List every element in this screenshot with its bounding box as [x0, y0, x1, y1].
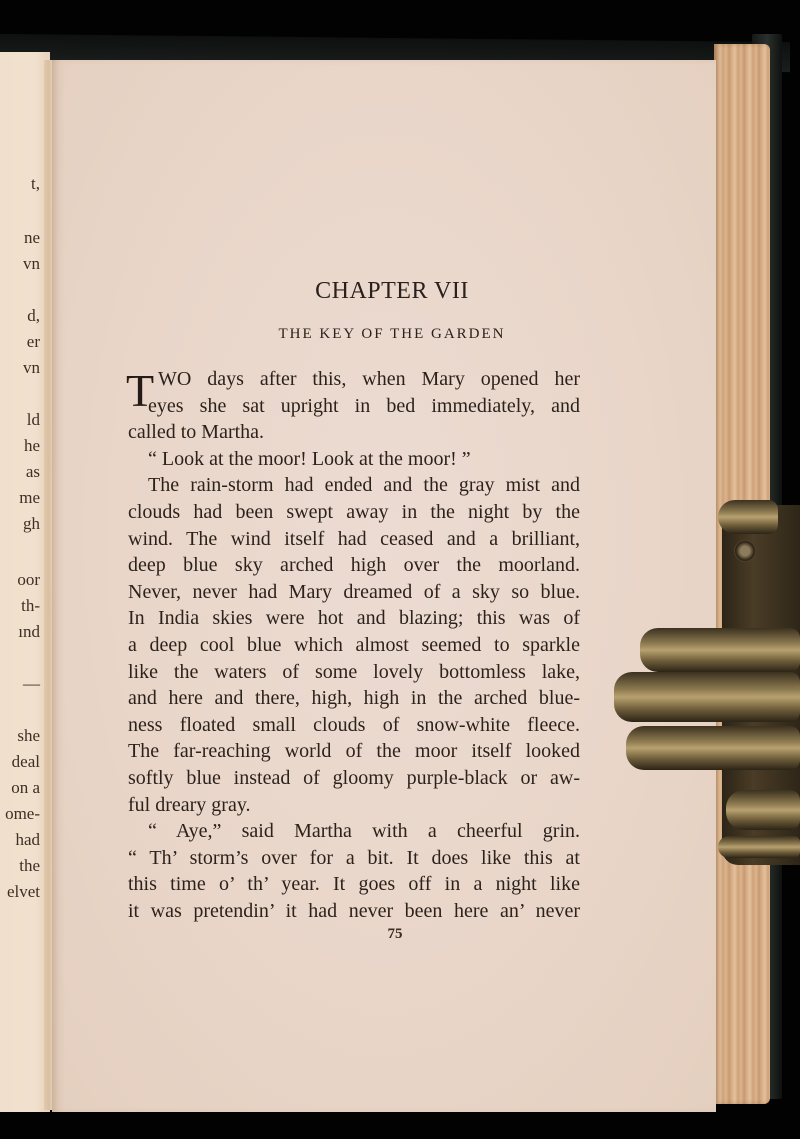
left-page-fragment: th-: [21, 596, 40, 615]
left-page-fragment: the: [19, 856, 40, 875]
left-page-fragment: had: [15, 830, 40, 849]
text-line: Never, never had Mary dreamed of a sky so blue.: [128, 580, 580, 603]
text-line: it was pretendin’ it had never been here an’ never: [128, 899, 580, 922]
left-page-fragment: deal: [11, 752, 40, 771]
left-page-fragment: er: [26, 332, 40, 351]
chapter-title: THE KEY OF THE GARDEN: [278, 326, 506, 342]
left-page-fragment: ınd: [18, 622, 40, 641]
brass-clasp-finger-4: [726, 790, 800, 830]
left-page-fragment: t,: [31, 174, 40, 193]
left-page-fragment: ne: [23, 228, 40, 247]
left-page-fragment: elvet: [6, 882, 40, 901]
text-line: “ Look at the moor! Look at the moor! ”: [148, 447, 471, 470]
clasp-rivet-icon: [734, 540, 756, 562]
text-line: “ Th’ storm’s over for a bit. It does like this at: [128, 846, 580, 869]
chapter-body-text: [128, 366, 580, 924]
left-page-fragment: d,: [27, 306, 40, 325]
left-page-fragment: ld: [26, 410, 40, 429]
left-page-fragment: me: [19, 488, 40, 507]
left-page-fragment: she: [17, 726, 40, 745]
left-page-fragment: oor: [17, 570, 40, 589]
chapter-heading: CHAPTER VII: [315, 278, 469, 304]
page-number: 75: [387, 926, 403, 942]
left-page-fragment: —: [23, 674, 40, 693]
text-line: eyes she sat upright in bed immediately, and: [148, 394, 580, 417]
text-line: “ Aye,” said Martha with a cheerful grin.: [148, 820, 580, 843]
left-page: [0, 52, 50, 1112]
right-page: [52, 60, 716, 1112]
left-page-fragment: vn: [23, 254, 40, 273]
text-line: a deep cool blue which almost seemed to sparkle: [128, 633, 580, 656]
brass-clasp-finger-3: [626, 726, 800, 770]
left-page-fragment: he: [23, 436, 40, 455]
text-line: ful dreary gray.: [128, 793, 251, 816]
text-line: The far-reaching world of the moor itself looked: [128, 740, 580, 763]
left-page-fragment: on a: [11, 778, 40, 797]
text-line: called to Martha.: [128, 421, 265, 444]
brass-clasp-bottom-lip: [718, 836, 800, 858]
text-line: this time o’ th’ year. It goes off in a night like: [128, 873, 580, 896]
brass-clasp-top-lip: [718, 500, 778, 534]
text-line: deep blue sky arched high over the moorland.: [128, 554, 580, 577]
text-line: In India skies were hot and blazing; this was of: [128, 607, 580, 630]
text-line: softly blue instead of gloomy purple-black or aw-: [128, 766, 580, 789]
brass-clasp-finger-2: [614, 672, 800, 722]
left-page-fragment: ome-: [5, 804, 40, 823]
text-line: clouds had been swept away in the night by the: [128, 500, 580, 523]
text-line: and here and there, high, high in the arched blue-: [128, 687, 580, 710]
left-page-fragment: as: [25, 462, 40, 481]
drop-cap: T: [126, 365, 155, 416]
left-page-fragment: vn: [23, 358, 40, 377]
text-line: The rain-storm had ended and the gray mist and: [148, 474, 580, 497]
text-line: ness floated small clouds of snow-white fleece.: [128, 713, 580, 736]
brass-clasp-finger-1: [640, 628, 800, 672]
left-page-fragment: gh: [23, 514, 40, 533]
text-line: like the waters of some lovely bottomless lake,: [128, 660, 580, 683]
text-line: WO days after this, when Mary opened her: [158, 368, 580, 390]
text-line: wind. The wind itself had ceased and a brilliant,: [128, 527, 580, 550]
